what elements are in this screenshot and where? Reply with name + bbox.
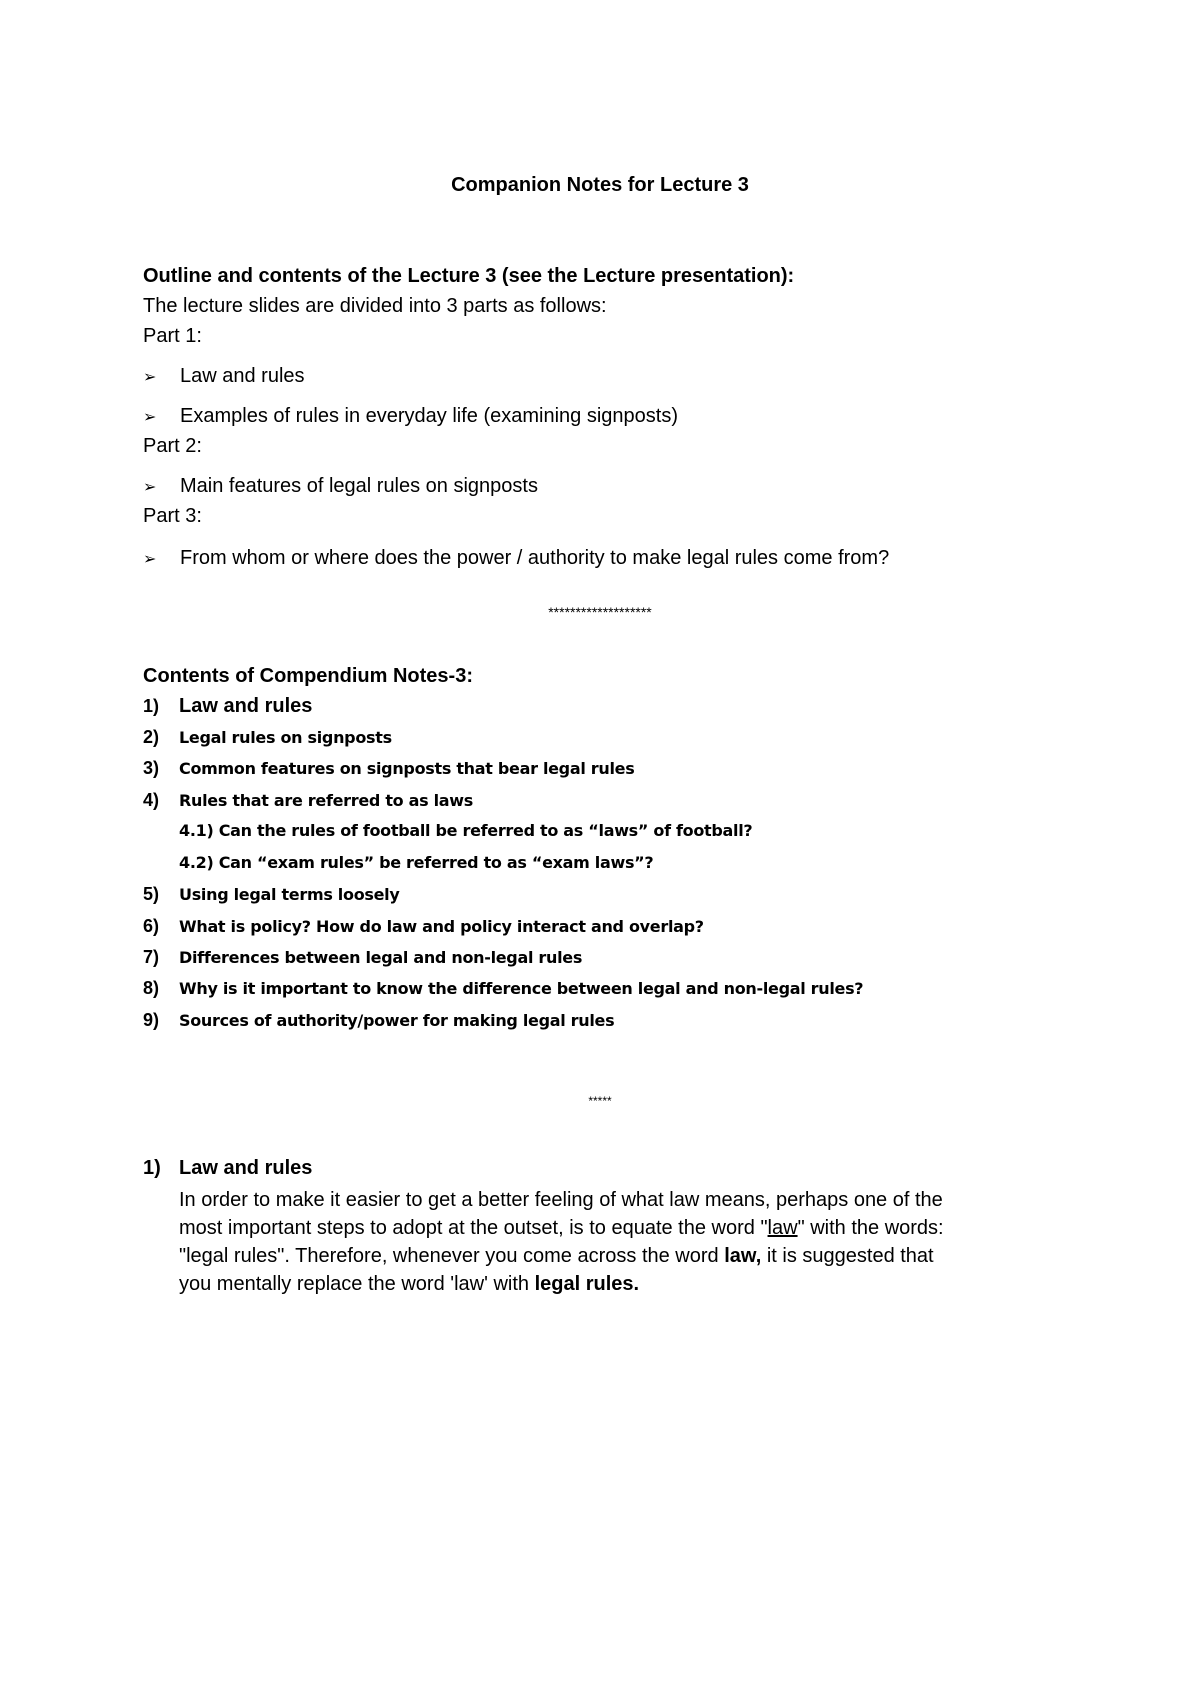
document-title: Companion Notes for Lecture 3 — [451, 174, 749, 196]
contents-item — [143, 1010, 614, 1031]
separator: ******************* — [548, 604, 652, 620]
arrow-bullet-icon: ➢ — [143, 551, 157, 568]
outline-intro: The lecture slides are divided into 3 parts as follows: — [143, 295, 607, 317]
contents-item-text: Sources of authority/power for making legal rules — [179, 1011, 615, 1030]
list-item — [143, 404, 678, 430]
paragraph-line — [179, 1242, 1059, 1270]
paragraph-line: In order to make it easier to get a better feeling of what law means, perhaps one of the — [179, 1189, 943, 1211]
contents-item-number: 1) — [143, 696, 160, 716]
contents-item-number: 4) — [143, 790, 160, 810]
arrow-bullet-icon: ➢ — [143, 409, 157, 426]
contents-item — [143, 884, 399, 905]
section-number: 1) — [143, 1157, 161, 1179]
paragraph-line — [179, 1214, 1059, 1242]
part3-label: Part 3: — [143, 505, 202, 527]
contents-item — [143, 727, 392, 748]
contents-item-text: 4.1) Can the rules of football be referred to as “laws” of football? — [179, 821, 753, 840]
contents-item-text: Why is it important to know the difference between legal and non-legal rules? — [179, 979, 864, 998]
list-item-text: Examples of rules in everyday life (examining signposts) — [180, 405, 678, 427]
text-run: most important steps to adopt at the outset, is to equate the word " — [179, 1217, 768, 1239]
contents-heading: Contents of Compendium Notes-3: — [143, 665, 473, 687]
outline-heading: Outline and contents of the Lecture 3 (see the Lecture presentation): — [143, 265, 795, 287]
section-title: Law and rules — [179, 1157, 313, 1179]
contents-item-text: Common features on signposts that bear legal rules — [179, 759, 635, 778]
text-run-bold: legal rules. — [534, 1273, 640, 1295]
contents-item-number: 7) — [143, 947, 160, 967]
separator: ***** — [588, 1094, 612, 1108]
list-item — [143, 474, 538, 500]
contents-item — [143, 916, 704, 937]
contents-item-text: Differences between legal and non-legal rules — [179, 948, 583, 967]
arrow-bullet-icon: ➢ — [143, 479, 157, 496]
text-run-underlined: law — [767, 1217, 798, 1239]
text-run: it is suggested that — [761, 1245, 934, 1267]
contents-item-text: Using legal terms loosely — [179, 885, 400, 904]
contents-item-number: 5) — [143, 884, 160, 904]
contents-item-number: 9) — [143, 1010, 160, 1030]
list-item — [143, 546, 889, 572]
paragraph-line — [179, 1270, 1059, 1298]
contents-item-text: 4.2) Can “exam rules” be referred to as “exam laws”? — [179, 853, 654, 872]
contents-item-text: Law and rules — [179, 695, 313, 717]
contents-subitem — [179, 853, 653, 873]
text-run: you mentally replace the word 'law' with — [179, 1273, 535, 1295]
contents-item — [143, 758, 634, 779]
list-item-text: Law and rules — [180, 365, 305, 387]
contents-item-number: 8) — [143, 978, 160, 998]
list-item — [143, 364, 305, 390]
contents-item-number: 2) — [143, 727, 160, 747]
contents-subitem — [179, 821, 752, 841]
section-heading — [143, 1156, 312, 1180]
contents-item-text: Legal rules on signposts — [179, 728, 392, 747]
contents-item-number: 6) — [143, 916, 160, 936]
list-item-text: From whom or where does the power / authority to make legal rules come from? — [180, 547, 890, 569]
text-run: " with the words: — [797, 1217, 944, 1239]
contents-item-text: What is policy? How do law and policy interact and overlap? — [179, 917, 704, 936]
text-run: "legal rules". Therefore, whenever you come across the word — [179, 1245, 725, 1267]
part1-label: Part 1: — [143, 325, 202, 347]
list-item-text: Main features of legal rules on signposts — [180, 475, 538, 497]
part2-label: Part 2: — [143, 435, 202, 457]
contents-item — [143, 947, 582, 968]
contents-item — [143, 978, 863, 999]
contents-item-number: 3) — [143, 758, 160, 778]
text-run-bold: law, — [724, 1245, 762, 1267]
section-paragraph — [179, 1186, 1059, 1298]
contents-item — [143, 694, 312, 718]
contents-item — [143, 790, 473, 811]
contents-item-text: Rules that are referred to as laws — [179, 791, 474, 810]
arrow-bullet-icon: ➢ — [143, 369, 157, 386]
